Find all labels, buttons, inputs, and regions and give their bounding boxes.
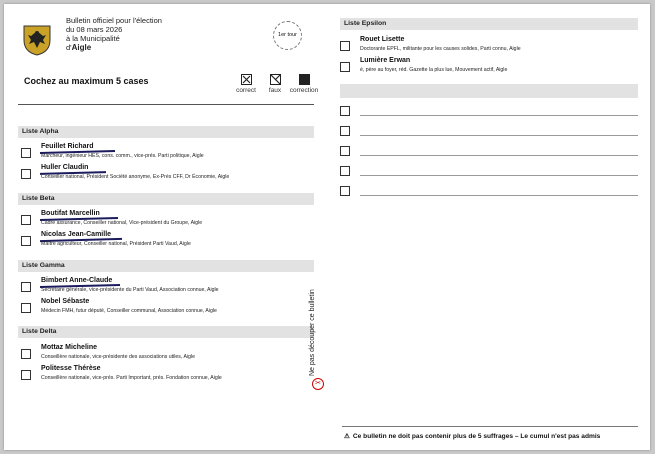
left-divider xyxy=(18,104,314,105)
checkbox-candidate[interactable] xyxy=(340,41,350,51)
candidate-name: Boutifat Marcellin xyxy=(41,210,100,217)
write-in-line[interactable] xyxy=(360,155,638,156)
write-in-line[interactable] xyxy=(360,195,638,196)
checkbox-write-in[interactable] xyxy=(340,146,350,156)
tour-stamp: 1er tour xyxy=(273,21,302,50)
checkbox-write-in[interactable] xyxy=(340,186,350,196)
wrong-mark-icon xyxy=(270,74,281,85)
legend-label: correction xyxy=(289,87,319,94)
filled-box-icon xyxy=(299,74,310,85)
ballot-header xyxy=(66,16,162,52)
checkbox-candidate[interactable] xyxy=(21,215,31,225)
checkbox-candidate[interactable] xyxy=(21,303,31,313)
candidate-name: Nicolas Jean-Camille xyxy=(41,231,112,238)
candidate-desc: é, père au foyer, réd. Gazette la plus lue, Mouvement actif, Aigle xyxy=(360,67,508,73)
commune-crest-icon xyxy=(22,24,52,56)
ballot-sheet xyxy=(4,4,650,450)
candidate-desc: Conseillère nationale, vice-prés. Parti Important, prés. Fondation connue, Aigle xyxy=(41,375,222,381)
checkbox-write-in[interactable] xyxy=(340,126,350,136)
legend-label: correct xyxy=(236,87,256,94)
checkbox-candidate[interactable] xyxy=(21,370,31,380)
header-line-3: à la Municipalité xyxy=(66,34,120,43)
cross-mark-icon xyxy=(241,74,252,85)
candidate-desc: Conseillère nationale, vice-présidente des associations utiles, Aigle xyxy=(41,354,195,360)
candidate-name: Nobel Sébaste xyxy=(41,298,90,305)
header-line-2: du 08 mars 2026 xyxy=(66,25,123,34)
checkbox-candidate[interactable] xyxy=(21,236,31,246)
candidate-name: Feuillet Richard xyxy=(41,143,94,150)
write-in-line[interactable] xyxy=(360,135,638,136)
checkbox-candidate[interactable] xyxy=(21,349,31,359)
candidate-name: Politesse Thérèse xyxy=(41,365,101,372)
list-header-beta: Liste Beta xyxy=(18,193,314,205)
candidate-desc: Secrétaire générale, vice-présidente du Parti Vaud, Association connue, Aigle xyxy=(41,287,219,293)
commune-name: Aigle xyxy=(71,43,92,52)
checkbox-candidate[interactable] xyxy=(21,169,31,179)
write-in-line[interactable] xyxy=(360,115,638,116)
header-line-4: d' xyxy=(66,43,72,52)
warning-icon: ⚠ xyxy=(344,433,350,440)
checkbox-candidate[interactable] xyxy=(21,148,31,158)
checkbox-write-in[interactable] xyxy=(340,106,350,116)
footer-text: Ce bulletin ne doit pas contenir plus de 5 suffrages – Le cumul n'est pas admis xyxy=(352,433,601,440)
candidate-name: Bimbert Anne-Claude xyxy=(41,277,113,284)
list-header-epsilon: Liste Epsilon xyxy=(340,18,638,30)
list-header-delta: Liste Delta xyxy=(18,326,314,338)
checkbox-write-in[interactable] xyxy=(340,166,350,176)
candidate-desc: Cadre assurance, Conseiller national, Vice-président du Groupe, Aigle xyxy=(41,220,203,226)
candidate-desc: Médecin FMH, futur député, Conseiller communal, Association connue, Aigle xyxy=(41,308,217,314)
candidate-desc: Doctorante EPFL, militante pour les causes solides, Parti connu, Aigle xyxy=(360,46,521,52)
candidate-desc: Conseiller national, Président Société anonyme, Ex-Prés CFF, Dr Économie, Aigle xyxy=(41,174,230,180)
scissors-icon: ✂ xyxy=(312,378,324,390)
legend-label: faux xyxy=(268,87,282,94)
candidate-name: Huller Claudin xyxy=(41,164,89,171)
footer-divider xyxy=(342,426,638,427)
checkbox-candidate[interactable] xyxy=(340,62,350,72)
candidate-name: Lumière Erwan xyxy=(360,57,411,64)
candidate-name: Mottaz Micheline xyxy=(41,344,98,351)
write-in-header xyxy=(340,84,638,98)
list-header-alpha: Liste Alpha xyxy=(18,126,314,138)
header-line-1: Bulletin officiel pour l'élection xyxy=(66,16,162,25)
list-header-gamma: Liste Gamma xyxy=(18,260,314,272)
checkbox-candidate[interactable] xyxy=(21,282,31,292)
write-in-line[interactable] xyxy=(360,175,638,176)
instruction-text: Cochez au maximum 5 cases xyxy=(24,76,149,86)
candidate-desc: Marcheur, ingénieur HES, cons. comm., vice-prés. Parti politique, Aigle xyxy=(41,153,204,159)
footer-warning xyxy=(344,432,600,440)
candidate-desc: Maître agriculteur, Conseiller national, Président Parti Vaud, Aigle xyxy=(41,241,191,247)
candidate-name: Rouet Lisette xyxy=(360,36,405,43)
legend-correction xyxy=(284,74,324,94)
do-not-cut-notice: Ne pas découper ce bulletin xyxy=(309,289,316,376)
